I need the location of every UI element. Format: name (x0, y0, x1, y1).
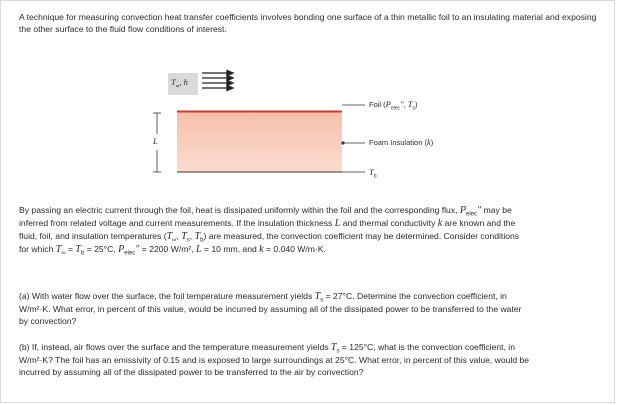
fluid-conditions-label: $T_\infty$, h (171, 77, 188, 90)
foil-label: Foil ($P_{elec}''$, $T_s$) (369, 99, 418, 112)
part-b-question: (b) If, instead, air flows over the surface and the temperature measurement yields $T_s = 125^\circ C$, what is the convection coefficient, in W/m²·K? The foil has an emissivity of 0.15 and is exposed to large surroundings at 25°C. What error, in percent of this value, would be incurred by assuming all of the dissipated power to be transferred to the air by convection? (19, 342, 530, 377)
foam-leader-dot (341, 141, 344, 144)
thickness-label: L (153, 136, 158, 146)
part-a-question: (a) With water flow over the surface, the foil temperature measurement yields $T_s = 27^\circ C$. Determine the convection coefficient, in W/m²·K. What error, in percent of this value, would be incurred by assuming all of the dissipated power to be transferred to the water by convection? (19, 291, 522, 326)
intro-paragraph: A technique for measuring convection heat transfer coefficients involves bonding one surface of a thin metallic foil to an insulating material and exposing the other surface to the fluid flow conditions of interest. (19, 12, 597, 34)
foam-insulation-label: Foam Insulation (k) (369, 137, 434, 147)
base-temperature-label: $T_b$ (369, 167, 377, 180)
flow-arrows (202, 71, 233, 91)
conditions-paragraph: By passing an electric current through the foil, heat is dissipated uniformly within the foil and the corresponding flux, $P_{elec}''$ may be inferred from related voltage and current measurements. If the insulation thickness L and thermal conductivity k are known and the fluid, foil, and insulation temperatures ($T_\infty$, $T_s$, $T_b$) are measured, the convection coefficient may be determined. Consider conditions for which $T_\infty = T_b = 25^\circ C$, $P_{elec}'' = 2200$ W/m², L = 10 mm, and k = 0.040 W/m·K. (19, 205, 520, 257)
foam-insulation (177, 112, 342, 172)
